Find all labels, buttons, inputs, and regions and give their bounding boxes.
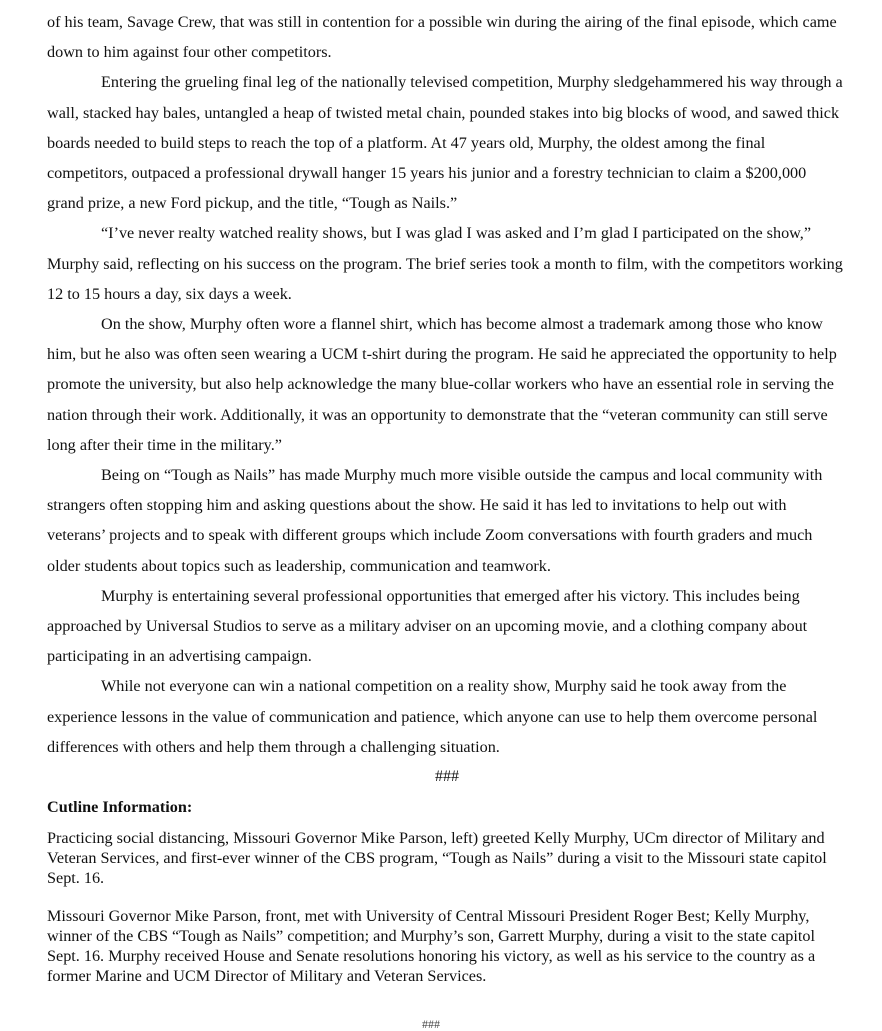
trailing-end-mark: ### [422, 1017, 440, 1031]
cutline-caption: Practicing social distancing, Missouri Governor Mike Parson, left) greeted Kelly Murphy, UCm director of Military and Veteran Services, and first-ever winner of the CBS program, “Tough as Nails” during a visit to the Missouri state capitol Sept. 16. [47, 829, 827, 888]
article-paragraph: While not everyone can win a national competition on a reality show, Murphy said he took away from the experience lessons in the value of communication and patience, which anyone can use to help them overcome personal differences with others and help them through a challenging situation. [47, 677, 818, 756]
document-page [47, 0, 847, 1004]
end-mark: ### [435, 768, 459, 786]
cutline-caption: Missouri Governor Mike Parson, front, met with University of Central Missouri President Roger Best; Kelly Murphy, winner of the CBS “Tough as Nails” competition; and Murphy’s son, Garrett Murphy, during a visit to the state capitol Sept. 16. Murphy received House and Senate resolutions honoring his victory, as well as his service to the country as a former Marine and UCM Director of Military and Veteran Services. [47, 907, 816, 986]
article-paragraph: Murphy is entertaining several professional opportunities that emerged after his victory. This includes being approached by Universal Studios to serve as a military adviser on an upcoming movie, and a clothing company about participating in an advertising campaign. [47, 586, 808, 666]
article-body [47, 7, 847, 762]
article-paragraph: On the show, Murphy often wore a flannel shirt, which has become almost a trademark among those who know him, but he also was often seen wearing a UCM t-shirt during the program. He said he appreciated the opportunity to help promote the university, but also help acknowledge the many blue-collar workers who have an essential role in serving the nation through their work. Additionally, it was an opportunity to demonstrate that the “veteran community can still serve long after their time in the military.” [47, 315, 837, 454]
article-paragraph: Being on “Tough as Nails” has made Murphy much more visible outside the campus and local community with strangers often stopping him and asking questions about the show. He said it has led to invitations to help out with veterans’ projects and to speak with different groups which include Zoom conversations with fourth graders and much older students about topics such as leadership, communication and teamwork. [47, 466, 823, 575]
article-paragraph: Entering the grueling final leg of the nationally televised competition, Murphy sledgehammered his way through a wall, stacked hay bales, untangled a heap of twisted metal chain, pounded stakes into big blocks of wood, and sawed thick boards needed to build steps to reach the top of a platform. At 47 years old, Murphy, the oldest among the final competitors, outpaced a professional drywall hanger 15 years his junior and a forestry technician to claim a $200,000 grand prize, a new Ford pickup, and the title, “Tough as Nails.” [47, 73, 843, 213]
cutline-heading: Cutline Information: [47, 798, 193, 817]
article-paragraph: of his team, Savage Crew, that was still in contention for a possible win during the airing of the final episode, which came down to him against four other competitors. [47, 13, 837, 62]
article-paragraph: “I’ve never realty watched reality shows, but I was glad I was asked and I’m glad I participated on the show,” Murphy said, reflecting on his success on the program. The brief series took a month to film, with the competitors working 12 to 15 hours a day, six days a week. [47, 224, 843, 303]
